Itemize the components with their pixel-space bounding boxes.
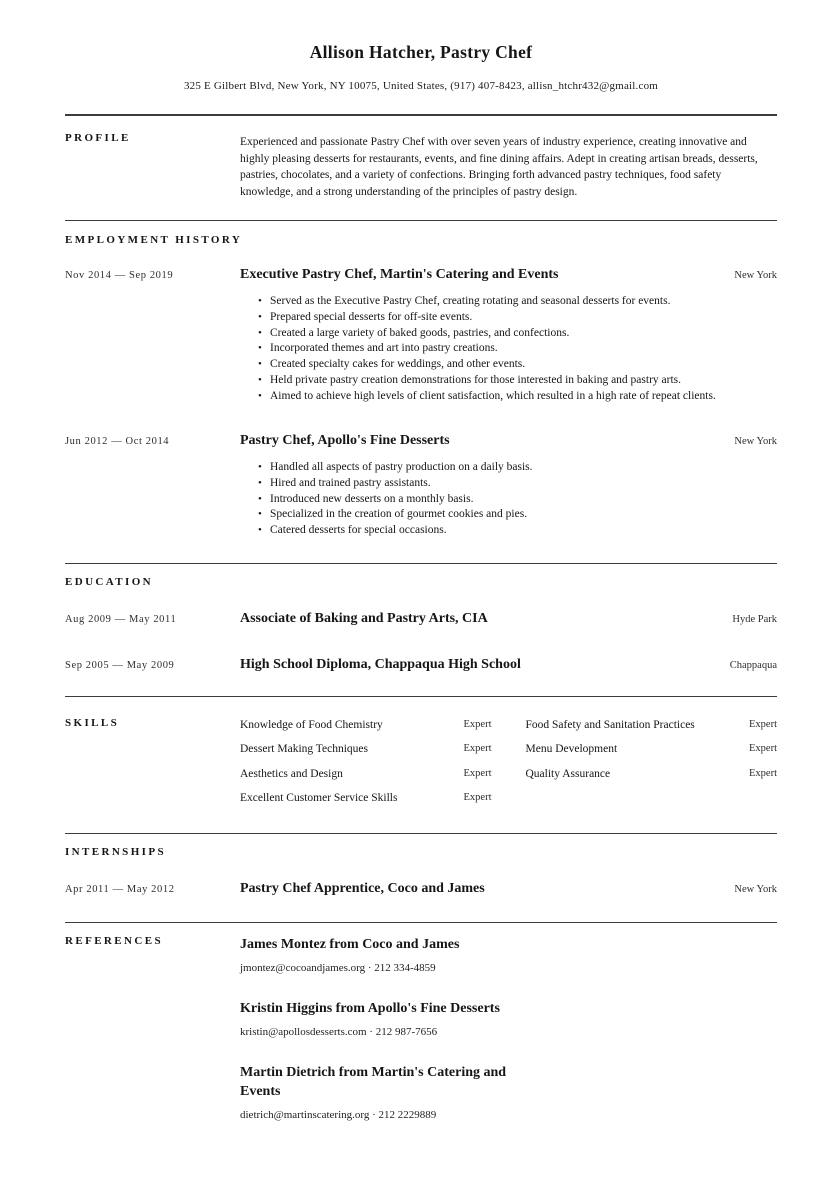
reference-contact: dietrich@martinscatering.org · 212 2229889	[240, 1108, 437, 1121]
skill-level: Expert	[463, 767, 492, 779]
skill-name: Dessert Making Techniques	[240, 743, 369, 756]
job-bullet: • Specialized in the creation of gourmet cookies and pies.	[258, 507, 777, 523]
job-bullet: • Incorporated themes and art into pastry creations.	[258, 341, 777, 357]
job-header	[240, 432, 777, 450]
reference-name: Kristin Higgins from Apollo's Fine Desserts	[240, 1000, 500, 1016]
skills-heading: SKILLS	[65, 716, 120, 729]
skill-level: Expert	[463, 743, 492, 755]
skills-content	[240, 717, 777, 807]
job-bullet: • Hired and trained pastry assistants.	[258, 476, 777, 492]
education-content	[240, 610, 777, 628]
skills-column-left	[240, 718, 492, 807]
job-bullet: • Served as the Executive Pastry Chef, creating rotating and seasonal desserts for events.	[258, 294, 777, 310]
job-content	[240, 266, 777, 404]
section-internships	[65, 834, 777, 922]
skill-level: Expert	[463, 718, 492, 730]
job-dates-column	[65, 266, 240, 281]
job-title: Executive Pastry Chef, Martin's Catering and Events	[240, 267, 559, 283]
job-dates-column	[65, 432, 240, 447]
skill-level: Expert	[749, 743, 777, 755]
job-bullet-list	[240, 294, 777, 404]
profile-text: Experienced and passionate Pastry Chef with over seven years of industry experience, creating innovative and highly pleasing desserts for restaurants, events, and fine dining affairs. Adept in creating artisan breads, desserts, pastries, chocolates, and a variety of confections. Bringing forth advanced pastry techniques, food safety knowledge, and a strong understanding of the principles of pastry design.	[240, 136, 758, 198]
job-entry	[65, 266, 777, 404]
internship-dates: Apr 2011 — May 2012	[65, 883, 175, 895]
skill-name: Excellent Customer Service Skills	[240, 792, 398, 805]
job-bullet: • Catered desserts for special occasions.	[258, 523, 777, 539]
education-content	[240, 656, 777, 674]
education-title: High School Diploma, Chappaqua High School	[240, 656, 521, 672]
education-dates: Aug 2009 — May 2011	[65, 613, 177, 625]
job-title: Pastry Chef, Apollo's Fine Desserts	[240, 433, 450, 449]
section-education	[65, 564, 777, 696]
job-location: New York	[734, 436, 777, 448]
references-label-column	[65, 935, 240, 947]
employment-heading: EMPLOYMENT HISTORY	[65, 234, 243, 247]
job-content	[240, 432, 777, 539]
skill-name: Quality Assurance	[525, 767, 611, 780]
skill-name: Food Safety and Sanitation Practices	[525, 718, 695, 731]
job-header	[240, 266, 777, 284]
job-bullet: • Prepared special desserts for off-site events.	[258, 310, 777, 326]
job-dates: Jun 2012 — Oct 2014	[65, 436, 170, 448]
section-references	[65, 923, 777, 1121]
profile-label-column	[65, 132, 240, 144]
internship-header	[240, 880, 777, 898]
section-profile	[65, 116, 777, 220]
references-content	[240, 935, 777, 1121]
job-bullet: • Aimed to achieve high levels of client satisfaction, which resulted in a high rate of repeat clients.	[258, 389, 777, 405]
education-dates-column	[65, 610, 240, 625]
references-heading: REFERENCES	[65, 934, 163, 947]
education-title: Associate of Baking and Pastry Arts, CIA	[240, 610, 488, 626]
education-entry	[65, 656, 777, 674]
skill-name: Knowledge of Food Chemistry	[240, 718, 383, 731]
internship-entry	[65, 880, 777, 898]
reference-name: James Montez from Coco and James	[240, 936, 460, 952]
contact-line: 325 E Gilbert Blvd, New York, NY 10075, United States, (917) 407-8423, allisn_htchr432@gmail.com	[183, 80, 659, 92]
job-location: New York	[734, 270, 777, 282]
job-dates: Nov 2014 — Sep 2019	[65, 270, 174, 282]
skill-name: Menu Development	[525, 743, 618, 756]
reference-entry	[240, 1063, 777, 1121]
skill-level: Expert	[749, 718, 777, 730]
skill-level: Expert	[749, 767, 777, 779]
skill-level: Expert	[463, 792, 492, 804]
section-skills	[65, 697, 777, 833]
internship-title: Pastry Chef Apprentice, Coco and James	[240, 880, 485, 896]
skill-item	[526, 742, 778, 758]
resume-header	[65, 42, 777, 92]
education-dates-column	[65, 656, 240, 671]
education-heading: EDUCATION	[65, 575, 154, 588]
reference-entry	[240, 935, 777, 974]
skill-item	[240, 791, 492, 807]
internship-dates-column	[65, 880, 240, 895]
education-dates: Sep 2005 — May 2009	[65, 659, 175, 671]
internship-location: New York	[734, 883, 777, 895]
education-location: Chappaqua	[729, 659, 777, 671]
reference-contact: kristin@apollosdesserts.com · 212 987-7656	[240, 1025, 438, 1038]
education-entry	[65, 610, 777, 628]
skill-item	[240, 767, 492, 783]
job-bullet: • Held private pastry creation demonstrations for those interested in baking and pastry arts.	[258, 373, 777, 389]
education-header	[240, 656, 777, 674]
profile-content	[240, 132, 777, 200]
education-header	[240, 610, 777, 628]
candidate-name: Allison Hatcher, Pastry Chef	[309, 42, 533, 62]
reference-contact: jmontez@cocoandjames.org · 212 334-4859	[240, 961, 436, 974]
skill-item	[526, 718, 778, 734]
profile-heading: PROFILE	[65, 132, 131, 144]
job-bullet: • Handled all aspects of pastry production on a daily basis.	[258, 460, 777, 476]
skill-item	[526, 767, 778, 783]
job-bullet: • Created specialty cakes for weddings, and other events.	[258, 357, 777, 373]
skill-item	[240, 742, 492, 758]
skills-label-column	[65, 717, 240, 729]
skills-column-right	[526, 718, 778, 807]
section-employment-history	[65, 221, 777, 562]
reference-name: Martin Dietrich from Martin's Catering and Events	[240, 1064, 507, 1099]
job-bullet: • Introduced new desserts on a monthly basis.	[258, 492, 777, 508]
reference-entry	[240, 999, 777, 1038]
job-bullet: • Created a large variety of baked goods, pastries, and confections.	[258, 326, 777, 342]
internship-content	[240, 880, 777, 898]
skills-columns	[240, 717, 777, 807]
skill-name: Aesthetics and Design	[240, 767, 343, 780]
job-entry	[65, 432, 777, 539]
education-location: Hyde Park	[732, 613, 777, 625]
job-bullet-list	[240, 460, 777, 539]
skill-item	[240, 718, 492, 734]
internships-heading: INTERNSHIPS	[65, 845, 166, 858]
